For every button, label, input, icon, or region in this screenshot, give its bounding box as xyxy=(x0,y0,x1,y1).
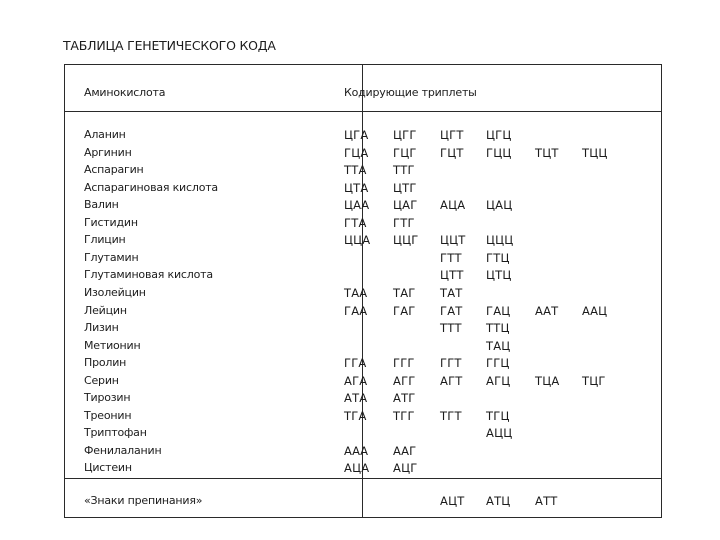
codon-cell: ЦАГ xyxy=(393,198,418,213)
amino-acid-name: Валин xyxy=(84,198,119,212)
amino-acid-name: Глутаминовая кислота xyxy=(84,268,213,282)
table-row xyxy=(65,180,661,198)
amino-acid-name: Изолейцин xyxy=(84,285,146,299)
codon-cell: ТТА xyxy=(344,163,367,178)
codon-cell: АТТ xyxy=(535,494,558,508)
codon-cell: АЦТ xyxy=(440,494,465,508)
amino-acid-name: Аспарагиновая кислота xyxy=(84,180,218,194)
codon-cell: ГАЦ xyxy=(486,303,511,318)
codon-cell: ЦТГ xyxy=(393,180,417,195)
codon-cell: ТГТ xyxy=(440,408,462,423)
table-row xyxy=(65,373,661,391)
codon-cell: ААГ xyxy=(393,443,417,458)
amino-acid-name: Лизин xyxy=(84,321,119,335)
header-divider xyxy=(65,111,661,112)
table-row xyxy=(65,285,661,303)
amino-acid-name: Лейцин xyxy=(84,303,127,317)
codon-cell: ТАГ xyxy=(393,285,416,300)
codon-cell: ГТТ xyxy=(440,250,462,265)
codon-cell: ЦТЦ xyxy=(486,268,512,283)
amino-acid-name: Фенилаланин xyxy=(84,443,162,457)
table-row xyxy=(65,443,661,461)
codon-cell: ЦЦГ xyxy=(393,233,419,248)
codon-cell: АТЦ xyxy=(486,494,511,508)
codon-cell: АЦГ xyxy=(393,461,418,476)
codon-cell: ТТТ xyxy=(440,321,462,336)
codon-cell: АГГ xyxy=(393,373,416,388)
table-row xyxy=(65,408,661,426)
codon-cell: АГЦ xyxy=(486,373,511,388)
header-codons: Кодирующие триплеты xyxy=(344,86,477,99)
codon-cell: ТАА xyxy=(344,285,368,300)
codon-cell: АЦА xyxy=(440,198,466,213)
codon-cell: ЦАА xyxy=(344,198,370,213)
codon-cell: ТТГ xyxy=(393,163,415,178)
codon-cell: ЦЦТ xyxy=(440,233,466,248)
codon-cell: ТГЦ xyxy=(486,408,510,423)
amino-acid-name: Треонин xyxy=(84,408,132,422)
table-row xyxy=(65,390,661,408)
table-row xyxy=(65,197,661,215)
codon-cell: ЦГГ xyxy=(393,128,417,142)
table-row xyxy=(65,145,661,163)
table-row xyxy=(65,355,661,373)
codon-cell: ТГГ xyxy=(393,408,415,423)
codon-cell: ТЦЦ xyxy=(582,145,608,160)
table-row xyxy=(65,232,661,250)
codon-cell: ГГТ xyxy=(440,356,462,371)
codon-cell: ТАТ xyxy=(440,285,463,300)
amino-acid-name: Аспарагин xyxy=(84,163,144,177)
amino-acid-name: Цистеин xyxy=(84,461,132,475)
codon-cell: ГАА xyxy=(344,303,368,318)
amino-acid-name: Глицин xyxy=(84,233,126,247)
codon-cell: ТЦТ xyxy=(535,145,559,160)
codon-cell: ГТА xyxy=(344,215,367,230)
codon-cell: ЦГА xyxy=(344,128,369,142)
codon-cell: ТТЦ xyxy=(486,321,510,336)
table-row xyxy=(65,267,661,285)
amino-acid-name: Глутамин xyxy=(84,250,139,264)
genetic-code-table xyxy=(64,64,662,518)
amino-acid-name: Гистидин xyxy=(84,215,138,229)
codon-cell: ААЦ xyxy=(582,303,608,318)
table-row xyxy=(65,460,661,478)
amino-acid-name: Аланин xyxy=(84,128,126,141)
codon-cell: ТАЦ xyxy=(486,338,511,353)
codon-cell: ГАТ xyxy=(440,303,463,318)
table-row xyxy=(65,303,661,321)
table-row xyxy=(65,250,661,268)
table-row xyxy=(65,162,661,180)
codon-cell: АЦЦ xyxy=(486,426,513,441)
codon-cell: ТЦА xyxy=(535,373,560,388)
codon-cell: ГГЦ xyxy=(486,356,510,371)
amino-acid-name: Триптофан xyxy=(84,426,147,440)
codon-cell: ГГГ xyxy=(393,356,415,371)
codon-cell: АЦА xyxy=(344,461,370,476)
codon-cell: ЦГТ xyxy=(440,128,464,142)
codon-cell: ГТЦ xyxy=(486,250,510,265)
amino-acid-name: Пролин xyxy=(84,356,127,370)
table-row xyxy=(65,338,661,356)
codon-cell: ГГА xyxy=(344,356,367,371)
table-row xyxy=(65,215,661,233)
codon-cell: АГА xyxy=(344,373,368,388)
table-row xyxy=(65,320,661,338)
codon-cell: ТЦГ xyxy=(582,373,606,388)
codon-cell: АГТ xyxy=(440,373,463,388)
footer-row xyxy=(65,493,661,511)
codon-cell: ААТ xyxy=(535,303,559,318)
amino-acid-name: «Знаки препинания» xyxy=(84,494,203,507)
table-row xyxy=(65,127,661,145)
codon-cell: ЦГЦ xyxy=(486,128,512,142)
codon-cell: ГЦГ xyxy=(393,145,417,160)
codon-cell: ЦТТ xyxy=(440,268,464,283)
codon-cell: ЦТА xyxy=(344,180,369,195)
codon-cell: ААА xyxy=(344,443,369,458)
amino-acid-name: Метионин xyxy=(84,338,141,352)
header-amino-acid: Аминокислота xyxy=(84,86,166,99)
codon-cell: АТГ xyxy=(393,391,416,406)
codon-cell: ГТГ xyxy=(393,215,415,230)
table-row xyxy=(65,425,661,443)
codon-cell: ГЦА xyxy=(344,145,369,160)
amino-acid-name: Аргинин xyxy=(84,145,132,159)
codon-cell: ЦЦА xyxy=(344,233,371,248)
codon-cell: ГАГ xyxy=(393,303,416,318)
codon-cell: ТГА xyxy=(344,408,367,423)
codon-cell: ГЦТ xyxy=(440,145,464,160)
codon-cell: АТА xyxy=(344,391,368,406)
codon-cell: ЦЦЦ xyxy=(486,233,514,248)
footer-divider xyxy=(65,478,661,479)
amino-acid-name: Тирозин xyxy=(84,391,131,405)
amino-acid-name: Серин xyxy=(84,373,119,387)
codon-cell: ГЦЦ xyxy=(486,145,512,160)
page-title: ТАБЛИЦА ГЕНЕТИЧЕСКОГО КОДА xyxy=(63,38,276,53)
codon-cell: ЦАЦ xyxy=(486,198,513,213)
